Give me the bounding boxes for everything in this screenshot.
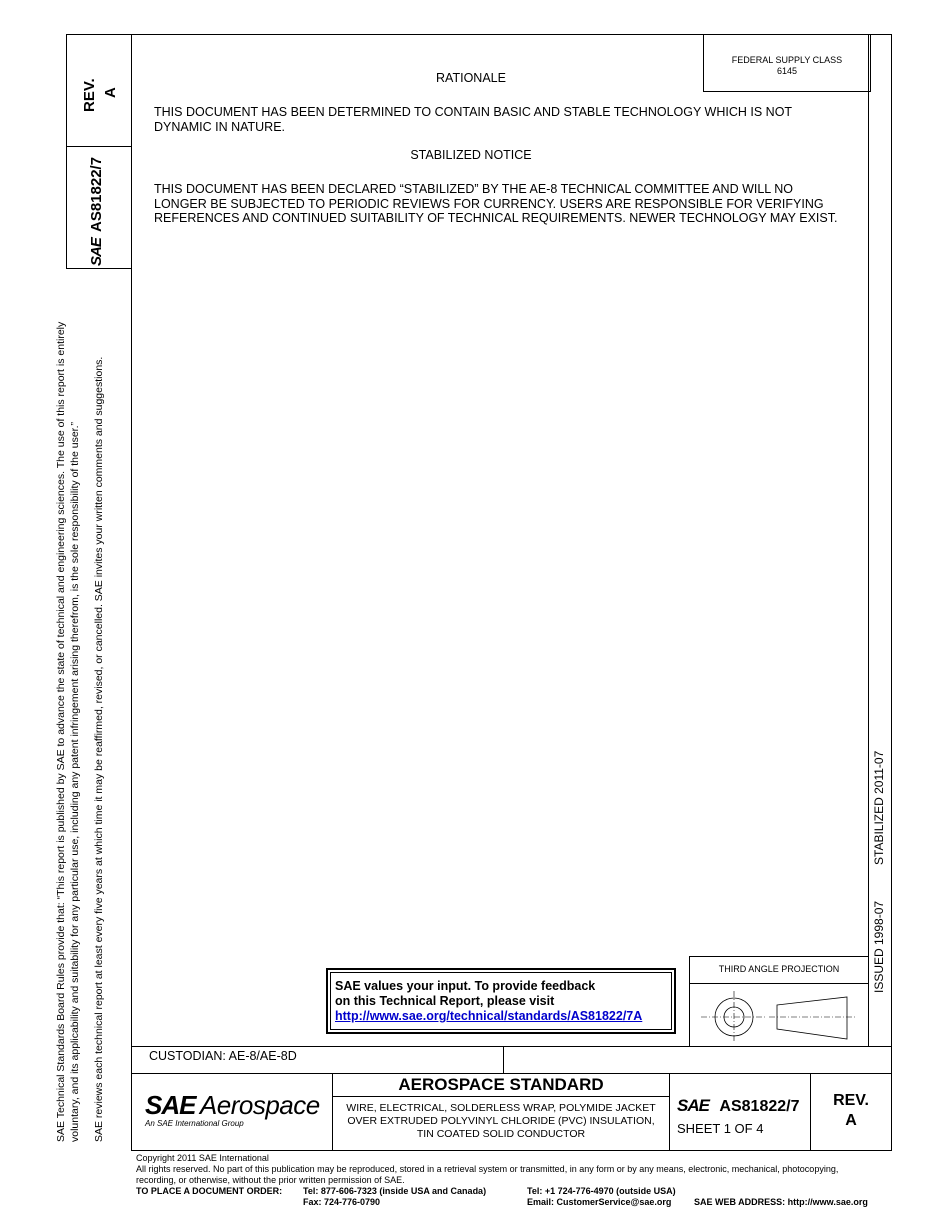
stabilized-line-3: REFERENCES AND CONTINUED SUITABILITY OF TECHNICAL REQUIREMENTS. NEWER TECHNOLOGY MAY EXIST. <box>154 211 838 225</box>
stabilized-line-1: THIS DOCUMENT HAS BEEN DECLARED “STABILIZED” BY THE AE-8 TECHNICAL COMMITTEE AND WILL NO <box>154 182 794 196</box>
sae-logo-tagline: An SAE International Group <box>145 1119 244 1128</box>
rev-label: REV. <box>833 1092 869 1109</box>
title-divider <box>332 1096 670 1097</box>
third-angle-projection-icon <box>689 983 869 1047</box>
rights-line-2: recording, or otherwise, without the prior written permission of SAE. <box>136 1175 405 1185</box>
board-rules-note-line2: voluntary, and its applicability and suitability for any particular use, including any patent infringement arising therefrom, is the sole responsibility of the user.” <box>69 421 81 1142</box>
copyright: Copyright 2011 SAE International <box>136 1153 269 1163</box>
sae-logo-mark: SAE <box>145 1090 196 1120</box>
sae-small-logo: SAE <box>677 1096 709 1115</box>
rev-box <box>66 34 132 147</box>
tel-us: Tel: 877-606-7323 (inside USA and Canada) <box>303 1186 487 1196</box>
rationale-line-2: DYNAMIC IN NATURE. <box>154 120 286 134</box>
web-address: SAE WEB ADDRESS: http://www.sae.org <box>694 1197 868 1207</box>
email: Email: CustomerService@sae.org <box>527 1197 672 1207</box>
rev-value-vertical: A <box>102 87 119 98</box>
projection-label: THIRD ANGLE PROJECTION <box>718 964 840 974</box>
feedback-line-1: SAE values your input. To provide feedback <box>335 979 596 993</box>
description-line-1: WIRE, ELECTRICAL, SOLDERLESS WRAP, POLYMIDE JACKET <box>346 1102 656 1114</box>
federal-supply-value: 6145 <box>776 66 798 76</box>
rights-line-1: All rights reserved. No part of this publication may be reproduced, stored in a retrieval system or transmitted, in any form or by any means, electronic, mechanical, photocopying, <box>136 1164 839 1174</box>
rationale-line-1: THIS DOCUMENT HAS BEEN DETERMINED TO CONTAIN BASIC AND STABLE TECHNOLOGY WHICH IS NOT <box>154 105 793 119</box>
rev-value: A <box>845 1112 857 1129</box>
doc-number-vertical: AS81822/7 <box>88 156 105 232</box>
doc-number-row <box>677 1096 799 1116</box>
standard-title: AEROSPACE STANDARD <box>398 1075 604 1094</box>
sae-aerospace-logo <box>145 1090 320 1121</box>
federal-supply-label: FEDERAL SUPPLY CLASS <box>731 55 843 65</box>
tel-intl: Tel: +1 724-776-4970 (outside USA) <box>527 1186 676 1196</box>
stabilized-line-2: LONGER BE SUBJECTED TO PERIODIC REVIEWS FOR CURRENCY. USERS ARE RESPONSIBLE FOR VERIFYING <box>154 197 824 211</box>
fax: Fax: 724-776-0790 <box>303 1197 381 1207</box>
sae-logo-vertical: SAE <box>88 238 105 266</box>
board-rules-note-line1: SAE Technical Standards Board Rules provide that: “This report is published by SAE to advance the state of technical and engineering sciences. The use of this report is entirely <box>55 321 67 1142</box>
aerospace-wordmark: Aerospace <box>199 1090 320 1120</box>
stabilized-notice-heading: STABILIZED NOTICE <box>410 148 532 162</box>
description-line-2: OVER EXTRUDED POLYVINYL CHLORIDE (PVC) INSULATION, <box>347 1115 655 1127</box>
right-stamp-column <box>868 34 892 1047</box>
custodian-box-right <box>503 1046 892 1074</box>
feedback-link[interactable]: http://www.sae.org/technical/standards/AS81822/7A <box>335 1009 643 1023</box>
review-policy-note: SAE reviews each technical report at least every five years at which time it may be reaffirmed, revised, or cancelled. SAE invites your written comments and suggestions. <box>93 356 105 1142</box>
custodian-label: CUSTODIAN: AE-8/AE-8D <box>149 1049 297 1063</box>
description-line-3: TIN COATED SOLID CONDUCTOR <box>416 1128 586 1140</box>
sheet-number: SHEET 1 OF 4 <box>677 1121 764 1136</box>
feedback-line-2: on this Technical Report, please visit <box>335 994 555 1008</box>
rationale-heading: RATIONALE <box>436 71 506 85</box>
rev-label-vertical: REV. <box>81 78 98 112</box>
order-label: TO PLACE A DOCUMENT ORDER: <box>136 1186 283 1196</box>
stabilized-date-stamp: STABILIZED 2011-07 <box>872 750 886 865</box>
doc-number: AS81822/7 <box>719 1098 800 1115</box>
issued-date-stamp: ISSUED 1998-07 <box>872 900 886 993</box>
